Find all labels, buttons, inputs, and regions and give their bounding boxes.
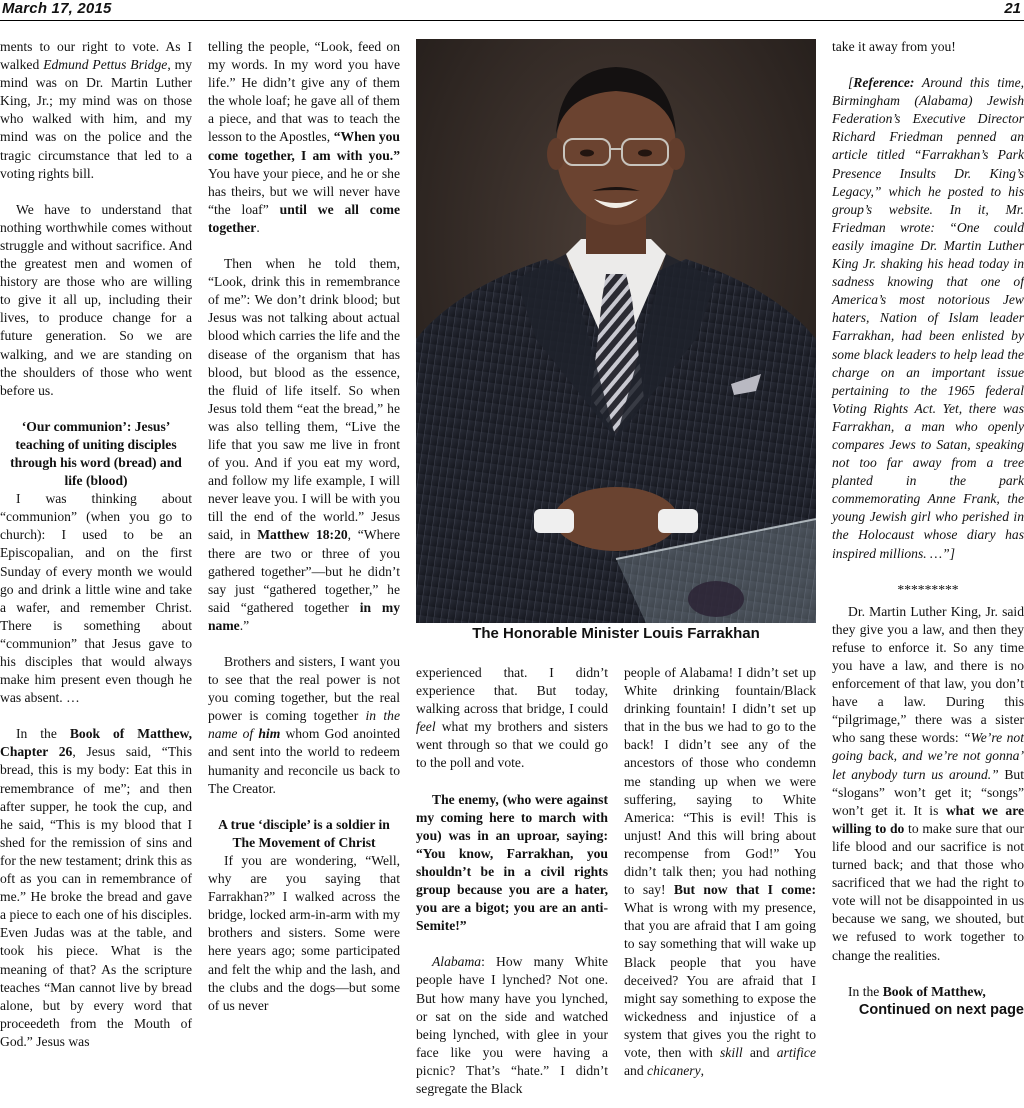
article-column-5 (832, 38, 1024, 1019)
subheading: ‘Our communion’: Jesus’ teaching of uniting disciples through his word (bread) and life (blood) (10, 418, 182, 489)
paragraph: In the Book of Matthew, Chapter 26, Jesus said, “This bread, this is my body: Eat this in remembrance of me”; and then after supper, he took the cup, and he said, “This is my blood that I shed for the remission of sins and for the new testament; drink this as oft as you can in remembrance of me.” He broke the bread and gave a piece to each one of his disciples. Even Judas was at the table, and took his piece. What is the meaning of that? As the scripture teaches “Man cannot live by bread alone, but by every word that proceedeth from the Mouth of God.” Jesus was (0, 726, 192, 1049)
article-column-4 (624, 664, 816, 1080)
paragraph: We have to understand that nothing worthwhile comes without struggle and without sacrifice. And the greatest men and women of history are those who are willing to give it all up, including their lives, to produce change for a future generation. So we are walking, and we are standing on the shoulders of those who went before us. (0, 201, 192, 398)
photo-caption: The Honorable Minister Louis Farrakhan (472, 625, 760, 642)
page-number: 21 (1004, 0, 1021, 17)
paragraph: take it away from you! (832, 39, 956, 54)
paragraph: Brothers and sisters, I want you to see that the real power is not you coming together, but the real power is coming together in the name of him whom God anointed and sent into the world to redeem humanity and reconcile us back to The Creator. (208, 654, 400, 796)
paragraph: people of Alabama! I didn’t set up White drinking fountain/Black drinking fountain! I didn’t set up that in the bus we had to go to the back! I didn’t see any of the ancestors of those who condemn me standing up when we were suffering, saying to White America: “This is evil! This is unjust! And this will bring about recompense from God!” You didn’t talk then; you had nothing to say! But now that I come: What is wrong with my presence, that you are afraid that I am going to say something that will wake up Black people that you have deceived? You are afraid that I might say something to expose the wickedness and injustice of a system that gives you the right to vote, then with skill and artifice and chicanery, (624, 665, 816, 1079)
paragraph: If you are wondering, “Well, why are you saying that Farrakhan?” I walked across the bridge, locked arm-in-arm with my brothers and sisters. Some were here years ago; some participated and felt the whip and the lash, and the clubs and the dogs—but some of us never (208, 852, 400, 1013)
subheading: A true ‘disciple’ is a soldier in The Movement of Christ (218, 816, 390, 850)
page-header (0, 0, 1024, 21)
portrait-illustration (416, 39, 816, 623)
paragraph: telling the people, “Look, feed on my words. In my word you have life.” He didn’t give any of them the whole loaf; he gave all of them a piece, and that was to teach the lesson to the Apostles, “When you come together, I am with you.” You have your piece, and he or she has theirs, but we will never have “the loaf” until we all come together. (208, 39, 400, 235)
paragraph: In the Book of Matthew, (848, 983, 986, 999)
paragraph: experienced that. I didn’t experience that. But today, walking across that bridge, I could feel what my brothers and sisters went through so that we could go to the poll and vote. (416, 665, 608, 771)
article-column-2 (208, 38, 400, 1015)
section-divider: ********* (897, 581, 959, 597)
issue-date: March 17, 2015 (2, 0, 112, 17)
paragraph: I was thinking about “communion” (when you go to church): I used to be an Episcopalian, and on the first Sunday of every month we would go and drink a little wine and take a wafer, and remember Christ. There is something about “communion” that Jesus gave to his disciples that would always make him present even though he was absent. … (0, 491, 192, 706)
paragraph: ments to our right to vote. As I walked Edmund Pettus Bridge, my mind was on Dr. Martin Luther King, Jr.; my mind was on those who walked with him, and my mind was on the police and the tragic circumstance that led to a voting rights bill. (0, 39, 192, 181)
paragraph: Then when he told them, “Look, drink this in remembrance of me”: We don’t drink blood; but Jesus was not talking about actual blood which carries the life and the disease of the organism that has blood, but blood as the essence, the fluid of life itself. So when Jesus told them “eat the bread,” he was also telling them, “Live the life that you saw me live in front of you. And if you eat my word, and follow my life example, I will never leave you. I will be with you till the end of the world.” Jesus said, in Matthew 18:20, “Where there are two or three of you gathered together”—but he didn’t say just “gathered together,” he said “gathered together in my name.” (208, 256, 400, 633)
continued-note: Continued on next page (858, 1001, 1024, 1018)
article-column-1 (0, 38, 192, 1051)
paragraph: The enemy, (who were against my coming here to march with you) was in an uproar, saying: “You know, Farrakhan, you shouldn’t be in a civil rights group because you are a hater, you are a bigot; you are an anti-Semite!” (416, 791, 608, 934)
paragraph: Dr. Martin Luther King, Jr. said they give you a law, and then they refuse to enforce it. So any time you have a law, and there is no enforcement of that law, you don’t have a law. During this “pilgrimage,” there was a sister who sang these words: “We’re not going back, and we’re not gonna’ let anybody turn us around.” But “slogans” won’t get it; “songs” won’t get it. It is what we are willing to do to make sure that our life blood and our sacrifice is not turned back; and that those who sacrificed that we had the right to vote will not be disappointed in us because we sang, we shouted, but we refused to work together to change the realities. (832, 603, 1024, 963)
paragraph: Alabama: How many White people have I lynched? Not one. But how many have you lynched, or sat on the side and watched being lynched, with glee in your face like you were having a picnic? That’s “hate.” I didn’t segregate the Black (416, 954, 608, 1096)
farrakhan-photo (416, 39, 816, 623)
article-column-3 (416, 664, 608, 1098)
reference-note: [Reference: Around this time, Birmingham (Alabama) Jewish Federation’s Executive Director Richard Friedman penned an article titled “Farrakhan’s Park Presence Insults Dr. King’s Legacy,” which he posted to his group’s website. In it, Mr. Friedman wrote: “One could easily imagine Dr. Martin Luther King Jr. shaking his head today in sadness knowing that one of America’s most notorious Jew haters, Nation of Islam leader Farrakhan, had been enlisted by some black leaders to help lead the charge on an important issue pertaining to the 1965 federal Voting Rights Act. Yet, there was Farrakhan, a man who openly compares Jews to Satan, speaking not too far away from a tree planted in the park commemorating Anne Frank, the young Jewish girl who perished in the Holocaust whose diary has inspired millions. …”] (832, 75, 1024, 561)
